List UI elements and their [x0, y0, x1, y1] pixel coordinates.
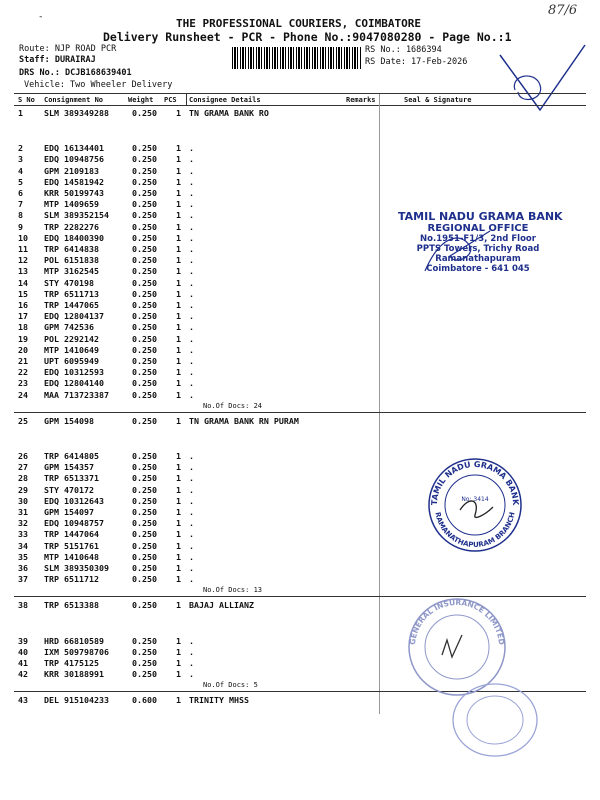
row-sno: 33 — [18, 529, 28, 540]
row-weight: 0.250 — [132, 143, 157, 154]
row-pcs: 1 — [176, 367, 181, 378]
row-sno: 39 — [18, 635, 28, 646]
row-weight: 0.250 — [132, 518, 157, 529]
row-consignee: . — [189, 143, 194, 154]
row-weight: 0.250 — [132, 669, 157, 680]
row-consignee: . — [189, 165, 194, 176]
row-consignee: . — [189, 646, 194, 657]
stamp-addr4: Coimbatore - 641 045 — [426, 264, 530, 274]
row-consignment: IXM 509798706 — [44, 646, 109, 657]
row-sno: 38 — [18, 600, 28, 611]
row-pcs: 1 — [176, 451, 181, 461]
row-pcs: 1 — [176, 600, 181, 611]
row-pcs: 1 — [176, 669, 181, 680]
row-pcs: 1 — [176, 378, 181, 389]
row-consignment: KRR 30188991 — [44, 669, 104, 680]
row-pcs: 1 — [176, 322, 181, 333]
row-consignment: EDQ 18400390 — [44, 232, 104, 243]
row-weight: 0.250 — [132, 462, 157, 473]
row-consignment: TRP 6414805 — [44, 451, 99, 461]
runsheet-title: Delivery Runsheet - PCR - Phone No.:9047080280 - Page No.:1 — [103, 30, 512, 44]
row-sno: 42 — [18, 669, 28, 680]
row-consignee: . — [189, 255, 194, 266]
row-consignee: . — [189, 378, 194, 389]
row-pcs: 1 — [176, 176, 181, 187]
row-consignee: . — [189, 484, 194, 495]
row-sno: 30 — [18, 495, 28, 506]
row-consignee: TRINITY MHSS — [189, 695, 249, 706]
row-weight: 0.250 — [132, 600, 157, 611]
row-weight: 0.250 — [132, 646, 157, 657]
row-sno: 25 — [18, 415, 28, 426]
col-remarks: Remarks — [346, 96, 376, 104]
row-pcs: 1 — [176, 551, 181, 562]
row-consignee: . — [189, 658, 194, 668]
table-row — [0, 199, 600, 210]
row-weight: 0.600 — [132, 695, 157, 706]
row-consignee: . — [189, 188, 194, 198]
row-consignment: TRP 6414838 — [44, 244, 99, 254]
row-pcs: 1 — [176, 154, 181, 165]
row-consignee: . — [189, 277, 194, 288]
row-consignment: EDQ 16134401 — [44, 143, 104, 154]
row-consignee: . — [189, 300, 194, 310]
table-row — [0, 166, 600, 177]
row-pcs: 1 — [176, 221, 181, 232]
docs-count: No.Of Docs: 24 — [203, 401, 263, 410]
row-consignment: TRP 1447064 — [44, 529, 99, 540]
row-consignment: HRD 66810589 — [44, 635, 104, 646]
row-weight: 0.250 — [132, 232, 157, 243]
row-sno: 22 — [18, 367, 28, 378]
staff: Staff: DURAIRAJ — [19, 55, 96, 65]
vehicle: Vehicle: Two Wheeler Delivery — [24, 80, 173, 90]
row-sno: 3 — [18, 154, 23, 165]
table-row — [0, 188, 600, 199]
row-consignee: . — [189, 451, 194, 461]
rs-number: RS No.: 1686394 — [365, 45, 442, 55]
row-weight: 0.250 — [132, 277, 157, 288]
row-pcs: 1 — [176, 188, 181, 198]
row-sno: 28 — [18, 473, 28, 484]
drs-number: DRS No.: DCJB168639401 — [19, 68, 132, 78]
row-weight: 0.250 — [132, 244, 157, 254]
row-weight: 0.250 — [132, 188, 157, 198]
table-row — [0, 574, 600, 585]
barcode — [232, 47, 362, 69]
round-stamp-top: TAMIL NADU GRAMA BANK — [429, 459, 521, 506]
row-consignee: BAJAJ ALLIANZ — [189, 600, 254, 611]
row-consignment: POL 2292142 — [44, 333, 99, 344]
row-consignee: . — [189, 311, 194, 322]
row-pcs: 1 — [176, 462, 181, 473]
row-consignee: . — [189, 288, 194, 299]
row-pcs: 1 — [176, 199, 181, 210]
col-seal: Seal & Signature — [404, 96, 472, 104]
table-row — [0, 390, 600, 401]
row-consignment: TRP 6513388 — [44, 600, 99, 611]
row-consignee: . — [189, 551, 194, 562]
stamp-addr3: Ramanathapuram — [435, 254, 521, 264]
row-weight: 0.250 — [132, 311, 157, 322]
trinity-stamp — [450, 680, 540, 760]
table-row — [0, 300, 600, 311]
row-weight: 0.250 — [132, 322, 157, 333]
round-stamp-no: No: 3414 — [461, 496, 489, 503]
row-pcs: 1 — [176, 266, 181, 277]
row-consignee: . — [189, 529, 194, 540]
row-sno: 16 — [18, 300, 28, 310]
col-pcs: PCS — [164, 96, 177, 104]
table-row — [0, 154, 600, 165]
row-sno: 11 — [18, 244, 28, 254]
row-pcs: 1 — [176, 255, 181, 266]
row-sno: 43 — [18, 695, 28, 706]
stamp-signature — [420, 226, 500, 276]
svg-text:GENERAL INSURANCE LIMITED — [408, 598, 506, 645]
row-sno: 4 — [18, 165, 23, 176]
row-consignee: . — [189, 344, 194, 355]
row-consignment: TRP 1447065 — [44, 300, 99, 310]
table-row — [0, 563, 600, 574]
row-consignment: GPM 154097 — [44, 507, 94, 517]
row-consignment: TRP 6511712 — [44, 574, 99, 585]
table-row — [0, 322, 600, 333]
row-consignment: POL 6151838 — [44, 255, 99, 266]
dash-mark: - — [38, 12, 44, 22]
row-pcs: 1 — [176, 495, 181, 506]
row-weight: 0.250 — [132, 415, 157, 426]
col-consignee: Consignee Details — [189, 96, 261, 104]
row-pcs: 1 — [176, 232, 181, 243]
row-consignment: EDQ 10312593 — [44, 367, 104, 378]
row-sno: 29 — [18, 484, 28, 495]
row-weight: 0.250 — [132, 495, 157, 506]
row-consignment: MTP 3162545 — [44, 266, 99, 277]
row-sno: 5 — [18, 176, 23, 187]
route: Route: NJP ROAD PCR — [19, 44, 117, 54]
row-pcs: 1 — [176, 635, 181, 646]
row-pcs: 1 — [176, 333, 181, 344]
col-consignment: Consignment No — [44, 96, 104, 104]
docs-count: No.Of Docs: 5 — [203, 681, 258, 690]
row-pcs: 1 — [176, 473, 181, 484]
stamp-addr1: No.1951-F1/3, 2nd Floor — [420, 234, 536, 244]
row-sno: 19 — [18, 333, 28, 344]
row-weight: 0.250 — [132, 473, 157, 484]
group-head-row — [0, 416, 600, 427]
row-consignee: . — [189, 389, 194, 400]
col-weight: Weight — [128, 96, 154, 104]
row-weight: 0.250 — [132, 451, 157, 461]
insurance-stamp-text: GENERAL INSURANCE LIMITED — [407, 597, 507, 646]
row-consignment: KRR 50199743 — [44, 188, 104, 198]
row-pcs: 1 — [176, 165, 181, 176]
row-consignment: EDQ 12804137 — [44, 311, 104, 322]
row-weight: 0.250 — [132, 300, 157, 310]
row-consignment: MTP 1409659 — [44, 199, 99, 210]
row-weight: 0.250 — [132, 266, 157, 277]
row-sno: 18 — [18, 322, 28, 333]
row-consignment: TRP 5151761 — [44, 540, 99, 551]
row-sno: 37 — [18, 574, 28, 585]
row-pcs: 1 — [176, 143, 181, 154]
row-weight: 0.250 — [132, 108, 157, 118]
row-weight: 0.250 — [132, 367, 157, 378]
row-consignee: . — [189, 154, 194, 165]
row-sno: 10 — [18, 232, 28, 243]
row-pcs: 1 — [176, 389, 181, 400]
row-consignee: TN GRAMA BANK RO — [189, 108, 269, 118]
row-pcs: 1 — [176, 529, 181, 540]
row-weight: 0.250 — [132, 210, 157, 221]
row-weight: 0.250 — [132, 507, 157, 517]
row-sno: 2 — [18, 143, 23, 154]
row-sno: 21 — [18, 356, 28, 366]
round-stamp-bottom: RAMANATHAPURAM BRANCH — [433, 511, 517, 550]
company-name: THE PROFESSIONAL COURIERS, COIMBATORE — [176, 17, 422, 30]
header-signature — [480, 30, 590, 120]
row-sno: 40 — [18, 646, 28, 657]
handwritten-note: 87/6 — [548, 3, 578, 18]
row-consignee: . — [189, 540, 194, 551]
row-pcs: 1 — [176, 518, 181, 529]
row-pcs: 1 — [176, 210, 181, 221]
row-weight: 0.250 — [132, 199, 157, 210]
table-row — [0, 177, 600, 188]
row-sno: 31 — [18, 507, 28, 517]
row-consignee: . — [189, 199, 194, 210]
row-weight: 0.250 — [132, 540, 157, 551]
row-consignee: . — [189, 232, 194, 243]
row-pcs: 1 — [176, 344, 181, 355]
row-pcs: 1 — [176, 574, 181, 585]
stamp-office: REGIONAL OFFICE — [427, 223, 529, 234]
table-row — [0, 334, 600, 345]
row-weight: 0.250 — [132, 221, 157, 232]
row-pcs: 1 — [176, 288, 181, 299]
row-consignee: . — [189, 473, 194, 484]
row-weight: 0.250 — [132, 658, 157, 668]
row-consignment: SLM 389349288 — [44, 108, 109, 118]
row-consignment: EDQ 12804140 — [44, 378, 104, 389]
row-weight: 0.250 — [132, 574, 157, 585]
table-row — [0, 356, 600, 367]
row-sno: 20 — [18, 344, 28, 355]
row-pcs: 1 — [176, 277, 181, 288]
row-consignment: SLM 389350309 — [44, 563, 109, 573]
row-consignee: . — [189, 367, 194, 378]
row-consignee: . — [189, 221, 194, 232]
row-weight: 0.250 — [132, 288, 157, 299]
row-pcs: 1 — [176, 300, 181, 310]
row-consignment: EDQ 10948756 — [44, 154, 104, 165]
row-pcs: 1 — [176, 646, 181, 657]
table-row — [0, 345, 600, 356]
row-sno: 32 — [18, 518, 28, 529]
row-consignee: . — [189, 669, 194, 680]
row-consignment: MTP 1410648 — [44, 551, 99, 562]
row-sno: 13 — [18, 266, 28, 277]
stamp-addr2: PPTS Towers, Trichy Road — [416, 244, 540, 254]
row-sno: 41 — [18, 658, 28, 668]
row-consignment: UPT 6095949 — [44, 356, 99, 366]
row-sno: 34 — [18, 540, 28, 551]
row-consignee: . — [189, 333, 194, 344]
row-pcs: 1 — [176, 484, 181, 495]
row-consignee: . — [189, 210, 194, 221]
row-weight: 0.250 — [132, 378, 157, 389]
row-consignee: . — [189, 507, 194, 517]
row-sno: 7 — [18, 199, 23, 210]
row-consignment: STY 470172 — [44, 484, 94, 495]
row-weight: 0.250 — [132, 529, 157, 540]
row-consignee: . — [189, 462, 194, 473]
row-weight: 0.250 — [132, 176, 157, 187]
row-weight: 0.250 — [132, 333, 157, 344]
row-consignment: MAA 713723387 — [44, 389, 109, 400]
row-consignee: . — [189, 495, 194, 506]
row-consignment: GPM 154098 — [44, 415, 94, 426]
row-sno: 9 — [18, 221, 23, 232]
row-pcs: 1 — [176, 244, 181, 254]
row-weight: 0.250 — [132, 551, 157, 562]
table-row — [0, 378, 600, 389]
group-head-row — [0, 108, 600, 119]
table-row — [0, 367, 600, 378]
row-consignee: . — [189, 244, 194, 254]
row-consignment: EDQ 14581942 — [44, 176, 104, 187]
row-weight: 0.250 — [132, 344, 157, 355]
row-consignment: STY 470198 — [44, 277, 94, 288]
row-weight: 0.250 — [132, 165, 157, 176]
row-sno: 27 — [18, 462, 28, 473]
row-sno: 15 — [18, 288, 28, 299]
row-consignment: TRP 6513371 — [44, 473, 99, 484]
row-pcs: 1 — [176, 356, 181, 366]
row-weight: 0.250 — [132, 635, 157, 646]
row-sno: 8 — [18, 210, 23, 221]
row-sno: 6 — [18, 188, 23, 198]
row-consignee: . — [189, 266, 194, 277]
row-pcs: 1 — [176, 563, 181, 573]
row-weight: 0.250 — [132, 484, 157, 495]
row-weight: 0.250 — [132, 154, 157, 165]
row-consignee: . — [189, 176, 194, 187]
col-sno: S No — [18, 96, 35, 104]
row-consignee: . — [189, 356, 194, 366]
row-weight: 0.250 — [132, 255, 157, 266]
row-sno: 12 — [18, 255, 28, 266]
row-consignment: DEL 915104233 — [44, 695, 109, 706]
row-pcs: 1 — [176, 311, 181, 322]
row-pcs: 1 — [176, 108, 181, 118]
row-weight: 0.250 — [132, 563, 157, 573]
row-consignee: . — [189, 518, 194, 529]
table-row — [0, 143, 600, 154]
row-sno: 26 — [18, 451, 28, 461]
row-consignee: . — [189, 635, 194, 646]
row-pcs: 1 — [176, 658, 181, 668]
row-sno: 24 — [18, 389, 28, 400]
row-consignee: . — [189, 563, 194, 573]
row-consignment: GPM 2109183 — [44, 165, 99, 176]
row-consignment: EDQ 10948757 — [44, 518, 104, 529]
row-pcs: 1 — [176, 695, 181, 706]
table-row — [0, 311, 600, 322]
table-row — [0, 289, 600, 300]
row-weight: 0.250 — [132, 389, 157, 400]
row-consignee: . — [189, 574, 194, 585]
docs-count: No.Of Docs: 13 — [203, 586, 263, 595]
row-pcs: 1 — [176, 540, 181, 551]
row-sno: 35 — [18, 551, 28, 562]
stamp-bank-name: TAMIL NADU GRAMA BANK — [398, 210, 563, 223]
row-consignment: TRP 6511713 — [44, 288, 99, 299]
row-weight: 0.250 — [132, 356, 157, 366]
branch-round-stamp — [425, 455, 525, 555]
row-pcs: 1 — [176, 507, 181, 517]
row-sno: 14 — [18, 277, 28, 288]
row-consignment: SLM 389352154 — [44, 210, 109, 221]
row-consignee: TN GRAMA BANK RN PURAM — [189, 415, 299, 426]
row-consignment: EDQ 10312643 — [44, 495, 104, 506]
row-consignment: TRP 4175125 — [44, 658, 99, 668]
row-sno: 1 — [18, 108, 23, 118]
row-sno: 23 — [18, 378, 28, 389]
row-pcs: 1 — [176, 415, 181, 426]
row-sno: 36 — [18, 563, 28, 573]
row-consignment: GPM 742536 — [44, 322, 94, 333]
row-sno: 17 — [18, 311, 28, 322]
row-consignment: TRP 2282276 — [44, 221, 99, 232]
row-consignment: MTP 1410649 — [44, 344, 99, 355]
row-consignee: . — [189, 322, 194, 333]
table-row — [0, 278, 600, 289]
row-consignment: GPM 154357 — [44, 462, 94, 473]
rs-date: RS Date: 17-Feb-2026 — [365, 57, 468, 67]
